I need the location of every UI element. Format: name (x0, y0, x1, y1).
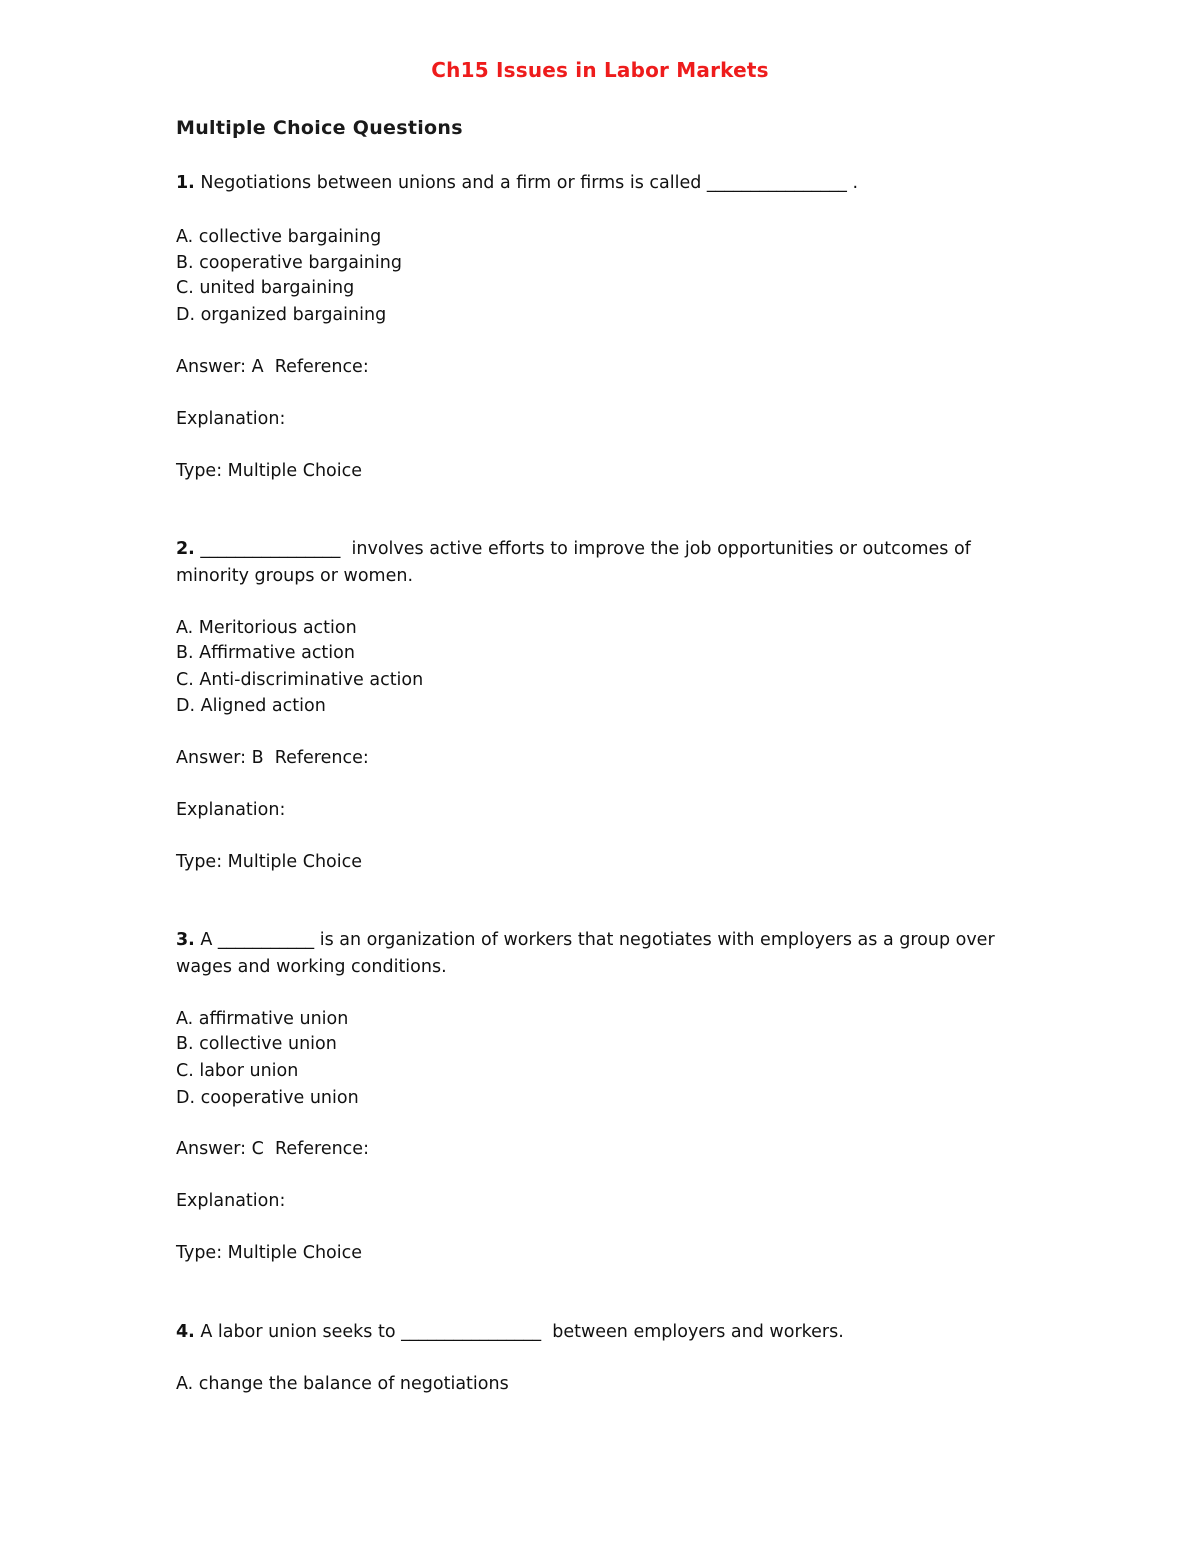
question-2-stem-line-2: minority groups or women. (176, 566, 414, 586)
question-2-option-d: D. Aligned action (176, 696, 326, 716)
question-2-option-b: B. Affirmative action (176, 643, 355, 663)
question-2-answer: Answer: B Reference: (176, 748, 369, 768)
question-2-explanation: Explanation: (176, 800, 286, 820)
question-2-option-c: C. Anti-discriminative action (176, 670, 424, 690)
question-3-number: 3. (176, 930, 195, 950)
question-4-number: 4. (176, 1322, 195, 1342)
question-1-explanation: Explanation: (176, 409, 286, 429)
question-1-type: Type: Multiple Choice (176, 461, 362, 481)
question-3-stem-line-2: wages and working conditions. (176, 957, 447, 977)
question-3-option-d: D. cooperative union (176, 1088, 359, 1108)
question-3-answer: Answer: C Reference: (176, 1139, 369, 1159)
question-1-option-b: B. cooperative bargaining (176, 253, 402, 273)
question-1-option-d: D. organized bargaining (176, 305, 387, 325)
question-3-explanation: Explanation: (176, 1191, 286, 1211)
question-4-stem-text: A labor union seeks to ________________ between employers and workers. (194, 1322, 844, 1342)
question-3-option-b: B. collective union (176, 1034, 337, 1054)
question-3-stem (176, 927, 995, 954)
question-3-type: Type: Multiple Choice (176, 1243, 362, 1263)
section-heading: Multiple Choice Questions (176, 117, 463, 139)
question-3-option-a: A. affirmative union (176, 1009, 349, 1029)
question-4-option-a: A. change the balance of negotiations (176, 1374, 509, 1394)
question-1-option-a: A. collective bargaining (176, 227, 382, 247)
question-2-option-a: A. Meritorious action (176, 618, 357, 638)
question-4-stem (176, 1319, 844, 1346)
question-1-stem-text: Negotiations between unions and a firm or firms is called ________________ . (194, 173, 859, 193)
question-1-number: 1. (176, 173, 195, 193)
question-3-stem-text: A ___________ is an organization of workers that negotiates with employers as a group over (194, 930, 995, 950)
document-title: Ch15 Issues in Labor Markets (431, 58, 769, 82)
question-2-stem-text: ________________ involves active efforts to improve the job opportunities or outcomes of (194, 539, 971, 559)
question-2-type: Type: Multiple Choice (176, 852, 362, 872)
question-2-number: 2. (176, 539, 195, 559)
question-3-option-c: C. labor union (176, 1061, 299, 1081)
question-2-stem (176, 536, 971, 563)
question-1-option-c: C. united bargaining (176, 278, 355, 298)
question-1-answer: Answer: A Reference: (176, 357, 369, 377)
question-1-stem (176, 170, 858, 197)
